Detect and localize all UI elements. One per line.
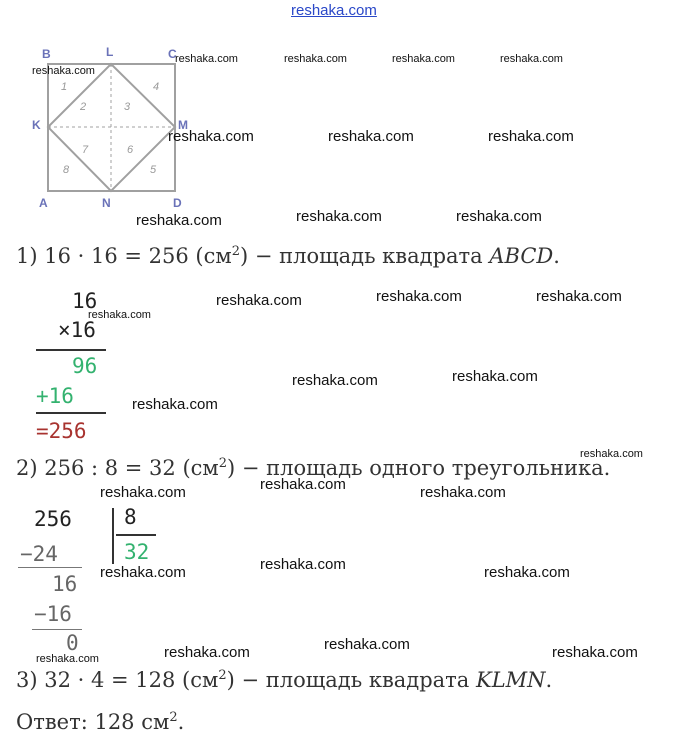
region-7: 7	[82, 144, 89, 156]
watermark: reshaka.com	[376, 288, 462, 305]
region-1: 1	[61, 81, 68, 93]
mult-factor-b: ×16	[58, 318, 96, 342]
vertex-l: L	[106, 45, 114, 59]
div-divisor: 8	[124, 505, 137, 529]
div-bar	[112, 508, 114, 564]
region-8: 8	[63, 164, 70, 176]
div-sub-2: −16	[34, 602, 72, 626]
watermark: reshaka.com	[580, 448, 643, 460]
mult-rule-2	[36, 412, 106, 414]
site-link[interactable]: reshaka.com	[291, 2, 377, 19]
vertex-n: N	[102, 196, 111, 210]
vertex-a: A	[39, 196, 48, 210]
region-4: 4	[153, 81, 160, 93]
watermark: reshaka.com	[168, 128, 254, 145]
step-3: 3) 32 · 4 = 128 $(см^2)$ − площадь квадрата KLMN.	[16, 668, 553, 692]
watermark: reshaka.com	[420, 484, 506, 501]
div-rule-2	[32, 629, 82, 630]
vertex-m: M	[178, 118, 188, 132]
watermark: reshaka.com	[100, 484, 186, 501]
region-2: 2	[80, 101, 87, 113]
watermark: reshaka.com	[284, 53, 347, 65]
watermark: reshaka.com	[32, 65, 95, 77]
watermark: reshaka.com	[216, 292, 302, 309]
vertex-d: D	[173, 196, 182, 210]
watermark: reshaka.com	[100, 564, 186, 581]
watermark: reshaka.com	[88, 309, 151, 321]
div-rule-1	[18, 567, 82, 568]
watermark: reshaka.com	[324, 636, 410, 653]
mult-partial-2: +16	[36, 384, 74, 408]
region-3: 3	[124, 101, 131, 113]
watermark: reshaka.com	[164, 644, 250, 661]
vertex-c: C	[168, 47, 177, 61]
watermark: reshaka.com	[292, 372, 378, 389]
mult-rule-1	[36, 349, 106, 351]
watermark: reshaka.com	[452, 368, 538, 385]
watermark: reshaka.com	[552, 644, 638, 661]
watermark: reshaka.com	[296, 208, 382, 225]
watermark: reshaka.com	[392, 53, 455, 65]
answer: Ответ: 128 $см^2$.	[16, 710, 185, 734]
div-rem-1: 16	[52, 572, 78, 596]
watermark: reshaka.com	[500, 53, 563, 65]
watermark: reshaka.com	[36, 653, 99, 665]
watermark: reshaka.com	[456, 208, 542, 225]
watermark: reshaka.com	[136, 212, 222, 229]
mult-factor-a: 16	[72, 289, 98, 313]
watermark: reshaka.com	[132, 396, 218, 413]
vertex-k: K	[32, 118, 41, 132]
mult-partial-1: 96	[72, 354, 98, 378]
div-sub-1: −24	[20, 542, 58, 566]
watermark: reshaka.com	[260, 556, 346, 573]
watermark: reshaka.com	[260, 476, 346, 493]
watermark: reshaka.com	[536, 288, 622, 305]
div-divisor-rule	[116, 534, 156, 536]
watermark: reshaka.com	[488, 128, 574, 145]
watermark: reshaka.com	[484, 564, 570, 581]
vertex-b: B	[42, 47, 51, 61]
mult-result: =256	[36, 419, 87, 443]
div-quotient: 32	[124, 540, 150, 564]
region-5: 5	[150, 164, 157, 176]
watermark: reshaka.com	[328, 128, 414, 145]
div-dividend: 256	[34, 507, 72, 531]
step-2: 2) 256 : 8 = 32 $(см^2)$ − площадь одного треугольника.	[16, 456, 611, 480]
region-6: 6	[127, 144, 134, 156]
div-rem-2: 0	[66, 631, 79, 655]
watermark: reshaka.com	[175, 53, 238, 65]
step-1: 1) 16 · 16 = 256 $(см^2)$ − площадь квадрата ABCD.	[16, 244, 560, 268]
